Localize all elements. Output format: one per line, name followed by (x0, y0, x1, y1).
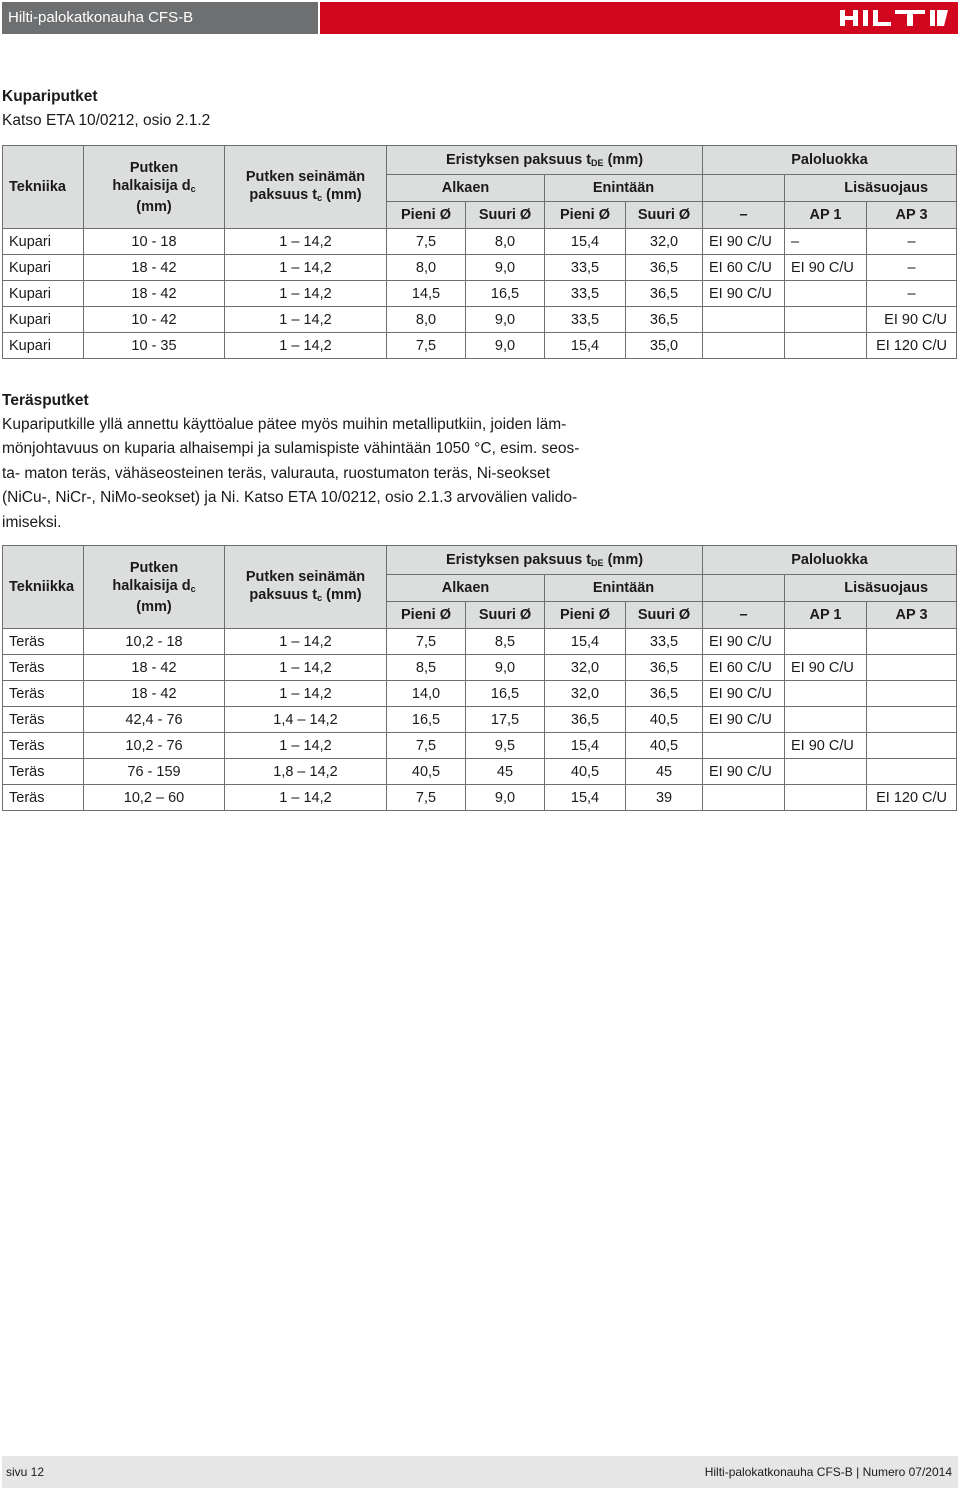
col-header-diameter: Putken halkaisija $d_c$ (mm) (84, 146, 225, 229)
table-cell: 9,0 (466, 333, 545, 359)
footer-separator: | (856, 1465, 860, 1479)
table-cell: EI 90 C/U (703, 629, 785, 655)
table-cell: 45 (626, 759, 703, 785)
table-cell: EI 90 C/U (703, 281, 785, 307)
table-cell: 16,5 (466, 681, 545, 707)
table-cell: EI 90 C/U (785, 655, 867, 681)
table-cell: EI 90 C/U (867, 307, 957, 333)
table-cell: 1,8 – 14,2 (225, 759, 387, 785)
table-cell: Teräs (3, 681, 84, 707)
paragraph-line: Kupariputkille yllä annettu käyttöalue pätee myös muihin metalliputkiin, joiden läm- (2, 416, 567, 433)
table-cell (785, 307, 867, 333)
table-cell: 40,5 (626, 733, 703, 759)
col-header-diameter: Putken halkaisija $d_c$ (mm) (84, 546, 225, 629)
table-cell (785, 333, 867, 359)
col-header-technique: Tekniikka (3, 546, 84, 629)
col-header-insulation-thickness: Eristyksen paksuus $t_{DE}$ (mm) (387, 546, 703, 575)
table-cell: EI 90 C/U (785, 255, 867, 281)
col-header-small-diameter: Pieni Ø (387, 602, 466, 629)
table-cell: Teräs (3, 759, 84, 785)
col-header-ap1: AP 1 (785, 202, 867, 229)
table-cell: 9,5 (466, 733, 545, 759)
table-cell: 1 – 14,2 (225, 681, 387, 707)
table-cell: 32,0 (545, 655, 626, 681)
table-cell: 33,5 (626, 629, 703, 655)
table-cell: 10,2 - 76 (84, 733, 225, 759)
table-cell: 36,5 (545, 707, 626, 733)
col-header-to: Enintään (545, 175, 703, 202)
table-cell: 32,0 (545, 681, 626, 707)
table-cell: 1 – 14,2 (225, 629, 387, 655)
table-cell: Teräs (3, 655, 84, 681)
footer-document-title: Hilti-palokatkonauha CFS-B (704, 1465, 853, 1479)
table-cell: Kupari (3, 255, 84, 281)
table-row (3, 333, 957, 359)
col-header-wall-thickness: Putken seinämän paksuus $t_c$ (mm) (225, 546, 387, 629)
table-cell: 45 (466, 759, 545, 785)
table-cell: EI 90 C/U (785, 733, 867, 759)
table-row (3, 655, 957, 681)
table-cell: 14,5 (387, 281, 466, 307)
table-cell: 40,5 (545, 759, 626, 785)
copper-table (2, 145, 957, 359)
page-header (0, 0, 960, 36)
table-cell: 7,5 (387, 629, 466, 655)
table-cell: 9,0 (466, 307, 545, 333)
table-row (3, 707, 957, 733)
table-cell (703, 333, 785, 359)
col-header-fire-class: Paloluokka (703, 546, 957, 575)
footer-document-info (705, 1456, 952, 1488)
table-cell: 1 – 14,2 (225, 733, 387, 759)
table-cell: 18 - 42 (84, 681, 225, 707)
table-cell: 33,5 (545, 255, 626, 281)
table-cell (785, 785, 867, 811)
page-footer (2, 1456, 958, 1488)
table-cell (785, 707, 867, 733)
table-cell: EI 120 C/U (867, 333, 957, 359)
paragraph-line: ta- maton teräs, vähäseosteinen teräs, valurauta, ruostumaton teräs, Ni-seokset (2, 464, 550, 482)
table-cell: EI 90 C/U (703, 681, 785, 707)
page-number: sivu 12 (6, 1465, 45, 1479)
table-cell: 15,4 (545, 733, 626, 759)
table-cell: 36,5 (626, 281, 703, 307)
table-cell (867, 681, 957, 707)
table-row (3, 681, 957, 707)
table-row (3, 759, 957, 785)
table-cell: 7,5 (387, 733, 466, 759)
table-cell: 36,5 (626, 255, 703, 281)
table-row (3, 307, 957, 333)
table-cell: 8,5 (387, 655, 466, 681)
table-cell: 36,5 (626, 655, 703, 681)
table-cell: 8,5 (466, 629, 545, 655)
table-cell: EI 120 C/U (867, 785, 957, 811)
col-header-large-diameter: Suuri Ø (466, 202, 545, 229)
table-cell: 40,5 (387, 759, 466, 785)
table-cell: 7,5 (387, 785, 466, 811)
steel-section-title: Teräsputket (2, 392, 89, 409)
table-row (3, 281, 957, 307)
col-header-insulation-thickness: Eristyksen paksuus $t_{DE}$ (mm) (387, 146, 703, 175)
table-row (3, 255, 957, 281)
table-cell: 16,5 (387, 707, 466, 733)
table-cell: EI 90 C/U (703, 707, 785, 733)
col-header-ap3: AP 3 (867, 202, 957, 229)
col-header-fire-class: Paloluokka (703, 146, 957, 175)
col-header-no-protection: – (703, 202, 785, 229)
table-cell: – (867, 255, 957, 281)
table-cell: 10,2 - 18 (84, 629, 225, 655)
table-cell: 15,4 (545, 229, 626, 255)
table-cell: 36,5 (626, 307, 703, 333)
hilti-logo (840, 10, 948, 26)
col-header-technique: Tekniika (3, 146, 84, 229)
table-cell (785, 759, 867, 785)
table-cell: 10 - 42 (84, 307, 225, 333)
table-cell (867, 733, 957, 759)
table-cell: 8,0 (466, 229, 545, 255)
paragraph-line: mönjohtavuus on kuparia alhaisempi ja sulamispiste vähintään 1050 °C, esim. seos- (2, 440, 580, 458)
footer-issue: Numero 07/2014 (862, 1465, 952, 1479)
col-header-extra-protection: Lisäsuojaus (785, 175, 957, 202)
table-cell: Kupari (3, 281, 84, 307)
table-cell: 9,0 (466, 655, 545, 681)
copper-table-body (3, 229, 957, 359)
table-cell: 18 - 42 (84, 281, 225, 307)
col-header-large-diameter: Suuri Ø (626, 602, 703, 629)
table-cell: 40,5 (626, 707, 703, 733)
table-cell (867, 629, 957, 655)
table-cell: Teräs (3, 733, 84, 759)
col-header-no-protection: – (703, 602, 785, 629)
col-header-wall-thickness: Putken seinämän paksuus $t_c$ (mm) (225, 146, 387, 229)
document-title: Hilti-palokatkonauha CFS-B (2, 2, 318, 34)
brand-bar (320, 2, 958, 34)
table-cell: 39 (626, 785, 703, 811)
table-cell: 1 – 14,2 (225, 655, 387, 681)
table-cell: 1 – 14,2 (225, 785, 387, 811)
table-cell: 32,0 (626, 229, 703, 255)
table-cell: 15,4 (545, 629, 626, 655)
table-cell: 1,4 – 14,2 (225, 707, 387, 733)
steel-table-body (3, 629, 957, 811)
table-cell (867, 759, 957, 785)
col-header-extra-protection: Lisäsuojaus (785, 575, 957, 602)
table-cell: 1 – 14,2 (225, 333, 387, 359)
table-cell (785, 681, 867, 707)
col-header-from: Alkaen (387, 175, 545, 202)
table-row (3, 229, 957, 255)
table-cell: 15,4 (545, 333, 626, 359)
table-cell: 16,5 (466, 281, 545, 307)
table-cell: 33,5 (545, 307, 626, 333)
steel-table (2, 545, 957, 811)
table-cell (785, 629, 867, 655)
table-cell: 33,5 (545, 281, 626, 307)
table-cell: 8,0 (387, 307, 466, 333)
copper-section-title: Kupariputket (2, 88, 98, 105)
table-cell: EI 60 C/U (703, 655, 785, 681)
col-header-ap1: AP 1 (785, 602, 867, 629)
table-cell: 8,0 (387, 255, 466, 281)
table-cell (867, 655, 957, 681)
table-cell: Kupari (3, 229, 84, 255)
table-cell: EI 60 C/U (703, 255, 785, 281)
paragraph-line: (NiCu-, NiCr-, NiMo-seokset) ja Ni. Katso ETA 10/0212, osio 2.1.3 arvovälien valido- (2, 489, 578, 507)
table-cell: 1 – 14,2 (225, 281, 387, 307)
col-header-small-diameter: Pieni Ø (545, 602, 626, 629)
table-row (3, 785, 957, 811)
table-cell: 7,5 (387, 333, 466, 359)
table-cell: Teräs (3, 629, 84, 655)
col-header-small-diameter: Pieni Ø (545, 202, 626, 229)
table-row (3, 629, 957, 655)
table-cell (703, 307, 785, 333)
table-cell (703, 785, 785, 811)
table-cell: 15,4 (545, 785, 626, 811)
table-cell: 9,0 (466, 785, 545, 811)
table-cell: 18 - 42 (84, 255, 225, 281)
col-header-large-diameter: Suuri Ø (626, 202, 703, 229)
table-cell: EI 90 C/U (703, 759, 785, 785)
table-cell: 1 – 14,2 (225, 307, 387, 333)
table-cell: EI 90 C/U (703, 229, 785, 255)
table-cell: 10 - 35 (84, 333, 225, 359)
steel-section-paragraph (2, 413, 642, 535)
col-header-from: Alkaen (387, 575, 545, 602)
table-cell: 35,0 (626, 333, 703, 359)
table-cell: 14,0 (387, 681, 466, 707)
table-cell: – (867, 229, 957, 255)
table-cell: 42,4 - 76 (84, 707, 225, 733)
table-cell: – (785, 229, 867, 255)
table-cell: 17,5 (466, 707, 545, 733)
table-cell: 1 – 14,2 (225, 255, 387, 281)
table-cell: 76 - 159 (84, 759, 225, 785)
table-row (3, 733, 957, 759)
copper-section-reference: Katso ETA 10/0212, osio 2.1.2 (2, 112, 211, 129)
col-header-large-diameter: Suuri Ø (466, 602, 545, 629)
table-cell: Kupari (3, 307, 84, 333)
col-header-ap3: AP 3 (867, 602, 957, 629)
table-cell: Teräs (3, 785, 84, 811)
table-cell: Teräs (3, 707, 84, 733)
table-cell: 9,0 (466, 255, 545, 281)
table-cell: – (867, 281, 957, 307)
table-cell: 18 - 42 (84, 655, 225, 681)
table-cell: 36,5 (626, 681, 703, 707)
col-header-to: Enintään (545, 575, 703, 602)
table-cell: 10,2 – 60 (84, 785, 225, 811)
col-header-small-diameter: Pieni Ø (387, 202, 466, 229)
table-cell: 7,5 (387, 229, 466, 255)
table-cell (867, 707, 957, 733)
table-cell (785, 281, 867, 307)
table-cell: Kupari (3, 333, 84, 359)
table-cell: 1 – 14,2 (225, 229, 387, 255)
table-cell (703, 733, 785, 759)
table-cell: 10 - 18 (84, 229, 225, 255)
paragraph-line: imiseksi. (2, 513, 62, 531)
